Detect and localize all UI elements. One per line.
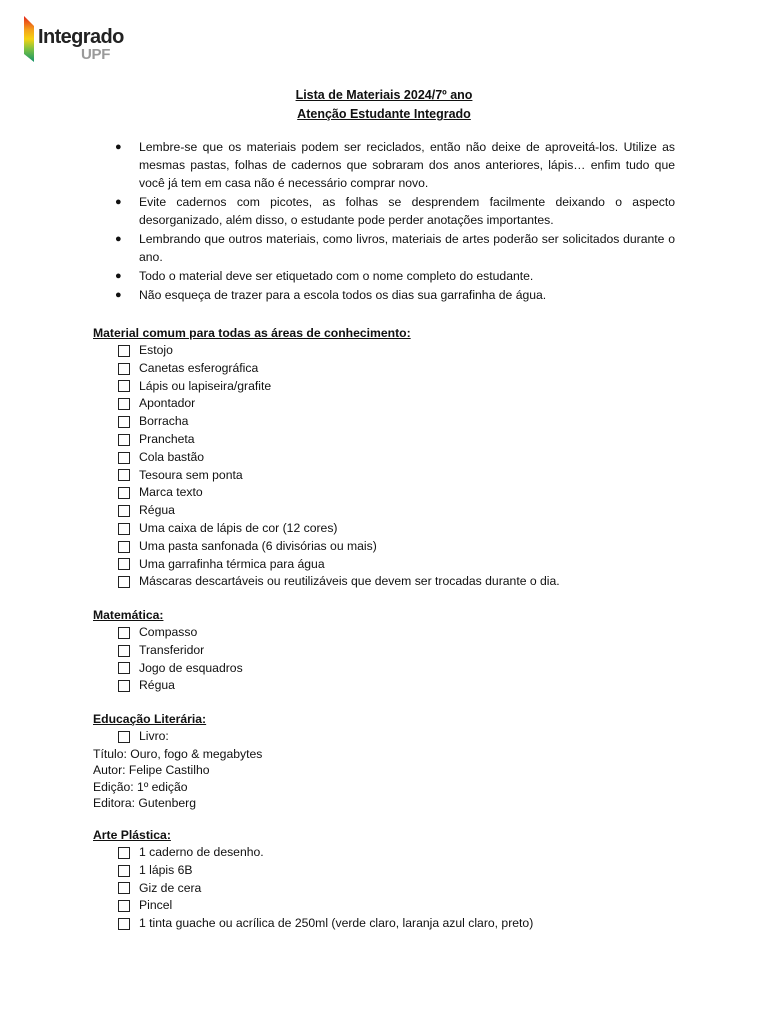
checklist-item xyxy=(118,880,733,898)
item-label: Uma pasta sanfonada (6 divisórias ou mais) xyxy=(139,538,377,553)
note-text: Não esqueça de trazer para a escola todos os dias sua garrafinha de água. xyxy=(139,288,547,302)
section-title: Arte Plástica: xyxy=(93,828,171,842)
section-math xyxy=(93,606,733,695)
checkbox[interactable] xyxy=(118,918,130,930)
item-label: Giz de cera xyxy=(139,880,202,895)
checklist-item xyxy=(118,467,733,485)
checkbox[interactable] xyxy=(118,345,130,357)
logo-sub-text: UPF xyxy=(81,46,111,63)
checkbox[interactable] xyxy=(118,523,130,535)
item-label: Compasso xyxy=(139,625,198,639)
checkbox[interactable] xyxy=(118,731,130,743)
checklist-item xyxy=(118,660,733,678)
item-label: Apontador xyxy=(139,396,196,411)
bullet-icon: ● xyxy=(115,196,122,208)
section-common-materials xyxy=(93,324,733,591)
checkbox[interactable] xyxy=(118,576,130,588)
item-label: Borracha xyxy=(139,414,189,429)
item-label: Jogo de esquadros xyxy=(139,660,243,675)
item-label: Livro: xyxy=(139,729,169,743)
checklist xyxy=(93,342,733,591)
checkbox[interactable] xyxy=(118,380,130,392)
item-label: Pincel xyxy=(139,898,173,913)
checklist-item xyxy=(118,538,733,556)
checkbox[interactable] xyxy=(118,416,130,428)
item-label: Tesoura sem ponta xyxy=(139,467,243,482)
note-item xyxy=(115,267,675,285)
item-label: Estojo xyxy=(139,343,173,357)
item-label: Régua xyxy=(139,678,175,693)
section-title: Educação Literária: xyxy=(93,712,207,726)
checklist-item xyxy=(118,844,733,862)
notes-list xyxy=(115,138,675,305)
logo-main-text: Integrado xyxy=(38,26,124,48)
checkbox[interactable] xyxy=(118,627,130,639)
item-label: 1 tinta guache ou acrílica de 250ml (verde claro, laranja azul claro, preto) xyxy=(139,916,534,931)
checklist-item xyxy=(118,677,733,695)
item-label: Uma garrafinha térmica para água xyxy=(139,556,325,571)
checkbox[interactable] xyxy=(118,558,130,570)
checkbox[interactable] xyxy=(118,505,130,517)
checklist-item xyxy=(118,624,733,642)
item-label: Régua xyxy=(139,503,175,518)
checklist-item xyxy=(118,342,733,360)
checkbox[interactable] xyxy=(118,680,130,692)
checklist xyxy=(93,728,733,746)
checklist xyxy=(93,844,733,933)
note-text: Evite cadernos com picotes, as folhas se desprendem facilmente deixando o aspecto desorganizado, além disso, o estudante pode perder anotações importantes. xyxy=(139,195,675,227)
book-title: Título: Ouro, fogo & megabytes xyxy=(93,746,263,761)
section-literature xyxy=(93,710,733,812)
checklist-item xyxy=(118,728,733,746)
checkbox[interactable] xyxy=(118,487,130,499)
bullet-icon: ● xyxy=(115,233,122,245)
checkbox[interactable] xyxy=(118,541,130,553)
checkbox[interactable] xyxy=(118,645,130,657)
item-label: Prancheta xyxy=(139,431,195,446)
item-label: Canetas esferográfica xyxy=(139,360,259,375)
section-title: Matemática: xyxy=(93,608,164,622)
checkbox[interactable] xyxy=(118,882,130,894)
checklist-item xyxy=(118,449,733,467)
note-item xyxy=(115,230,675,266)
bullet-icon: ● xyxy=(115,270,122,282)
checklist-item xyxy=(118,360,733,378)
checkbox[interactable] xyxy=(118,865,130,877)
item-label: Uma caixa de lápis de cor (12 cores) xyxy=(139,520,338,535)
item-label: Cola bastão xyxy=(139,449,205,464)
item-label: Transferidor xyxy=(139,642,205,657)
integrado-upf-logo xyxy=(24,16,134,66)
checklist-item xyxy=(118,556,733,574)
item-label: 1 lápis 6B xyxy=(139,862,193,877)
checklist-item xyxy=(118,520,733,538)
checklist-item xyxy=(118,484,733,502)
section-title: Material comum para todas as áreas de conhecimento: xyxy=(93,326,411,340)
checkbox[interactable] xyxy=(118,662,130,674)
book-publisher: Editora: Gutenberg xyxy=(93,796,196,811)
page-subtitle: Atenção Estudante Integrado xyxy=(297,107,471,121)
checklist-item xyxy=(118,395,733,413)
item-label: Lápis ou lapiseira/grafite xyxy=(139,378,272,393)
checkbox[interactable] xyxy=(118,363,130,375)
checklist-item xyxy=(118,413,733,431)
page-title: Lista de Materiais 2024/7º ano xyxy=(295,88,473,102)
book-edition: Edição: 1º edição xyxy=(93,779,188,794)
note-text: Lembrando que outros materiais, como livros, materiais de artes poderão ser solicitados durante o ano. xyxy=(139,232,675,264)
bullet-icon: ● xyxy=(115,141,122,153)
checklist-item xyxy=(118,897,733,915)
note-item xyxy=(115,193,675,229)
checkbox[interactable] xyxy=(118,452,130,464)
checklist xyxy=(93,624,733,695)
note-text: Todo o material deve ser etiquetado com o nome completo do estudante. xyxy=(139,269,534,283)
checklist-item xyxy=(118,642,733,660)
item-label: 1 caderno de desenho. xyxy=(139,845,264,859)
checklist-item xyxy=(118,573,733,591)
checkbox[interactable] xyxy=(118,398,130,410)
checkbox[interactable] xyxy=(118,434,130,446)
note-item xyxy=(115,286,675,304)
section-art xyxy=(93,826,733,933)
checklist-item xyxy=(118,431,733,449)
item-label: Marca texto xyxy=(139,485,203,500)
item-label: Máscaras descartáveis ou reutilizáveis que devem ser trocadas durante o dia. xyxy=(139,574,560,589)
checklist-item xyxy=(118,915,733,933)
checkbox[interactable] xyxy=(118,847,130,859)
checklist-item xyxy=(118,862,733,880)
checklist-item xyxy=(118,378,733,396)
bullet-icon: ● xyxy=(115,289,122,301)
checklist-item xyxy=(118,502,733,520)
checkbox[interactable] xyxy=(118,900,130,912)
logo-color-bar-icon xyxy=(24,16,34,62)
note-item xyxy=(115,138,675,192)
checkbox[interactable] xyxy=(118,469,130,481)
note-text: Lembre-se que os materiais podem ser reciclados, então não deixe de aproveitá-los. Utilize as mesmas pastas, folhas de cadernos que sobraram dos anos anteriores, lápis… enfim tudo que você já tem em casa não é necessário comprar novo. xyxy=(139,140,675,190)
book-author: Autor: Felipe Castilho xyxy=(93,763,210,778)
